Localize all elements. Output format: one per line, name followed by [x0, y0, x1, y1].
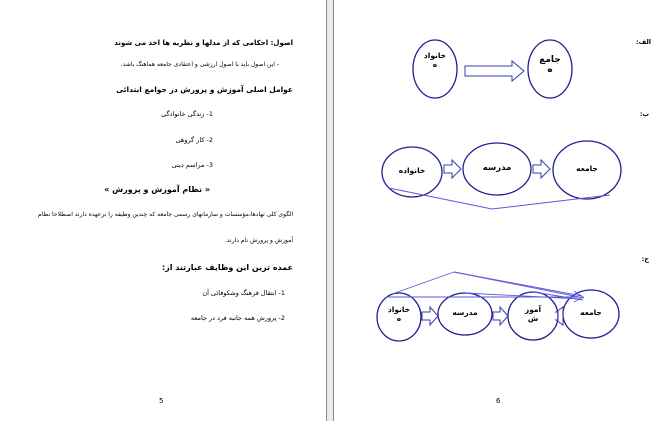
- diagram-b-link: [389, 188, 492, 209]
- diagram-b-label-family: خانواده: [398, 166, 426, 175]
- diagram-c-label-society: جامعه: [580, 308, 602, 317]
- diagrams-svg: [334, 0, 659, 421]
- education-system-definition-cont: آموزش و پرورش نام دارند.: [224, 237, 293, 244]
- section-heading-main-functions: عمده ترین این وظایف عبارتند از:: [161, 263, 293, 272]
- diagram-c-label-education: آموز ش: [524, 305, 542, 323]
- diagram-b-arrow-1: [444, 160, 461, 178]
- diagram-b-link: [492, 195, 610, 209]
- list-item-group-work: 2- کار گروهی: [175, 136, 213, 144]
- label-be: ب:: [639, 110, 649, 118]
- page-number: 6: [496, 397, 501, 405]
- page-6: [334, 0, 659, 421]
- diagram-c-label-school: مدرسه: [452, 308, 478, 317]
- list-item-holistic-development: 2- پرورش همه جانبه فرد در جامعه: [190, 314, 285, 322]
- list-item-religious-rites: 3- مراسم دینی: [171, 161, 213, 169]
- page-5: [0, 0, 325, 421]
- principles-note: - این اصول باید با اصول ارزشی و اعتقادی جامعه هماهنگ باشد.: [120, 61, 279, 68]
- diagram-c-label-family: خانواد ه: [387, 305, 411, 323]
- diagram-c-arrow-2: [493, 307, 508, 325]
- section-heading-education-system: « نظام آموزش و پرورش »: [104, 185, 210, 194]
- list-item-culture-transfer: 1- انتقال فرهنگ وشکوفائی آن: [202, 289, 285, 297]
- section-heading-main-factors: عوامل اصلی آموزش و پرورش در جوامع ابتدائی: [116, 85, 293, 94]
- diagram-b-arrow-2: [533, 160, 550, 178]
- diagram-a-label-family: خانواد ه: [423, 51, 447, 69]
- diagram-c-link: [392, 272, 454, 294]
- list-item-family-life: 1- زندگی خانوادگی: [161, 110, 213, 118]
- diagram-b-label-school: مدرسه: [482, 163, 512, 173]
- label-alef: الف:: [635, 38, 651, 46]
- diagram-a-label-society: جامع ه: [539, 55, 561, 76]
- education-system-definition: الگوی کلی نهادها،مؤسسات و سازمانهای رسمی جامعه که چندین وظیفه را برعهده دارند اصطلاحا نظام: [38, 211, 293, 218]
- diagram-a-arrow: [465, 61, 524, 81]
- principles-definition: اصول: احکامی که از مدلها و نظریه ها اخذ می شوند: [114, 39, 293, 47]
- diagram-c-arrow-1: [422, 307, 438, 325]
- label-jim: ج:: [641, 255, 649, 263]
- page-number: 5: [159, 397, 164, 405]
- diagram-b-label-society: جامعه: [576, 164, 598, 173]
